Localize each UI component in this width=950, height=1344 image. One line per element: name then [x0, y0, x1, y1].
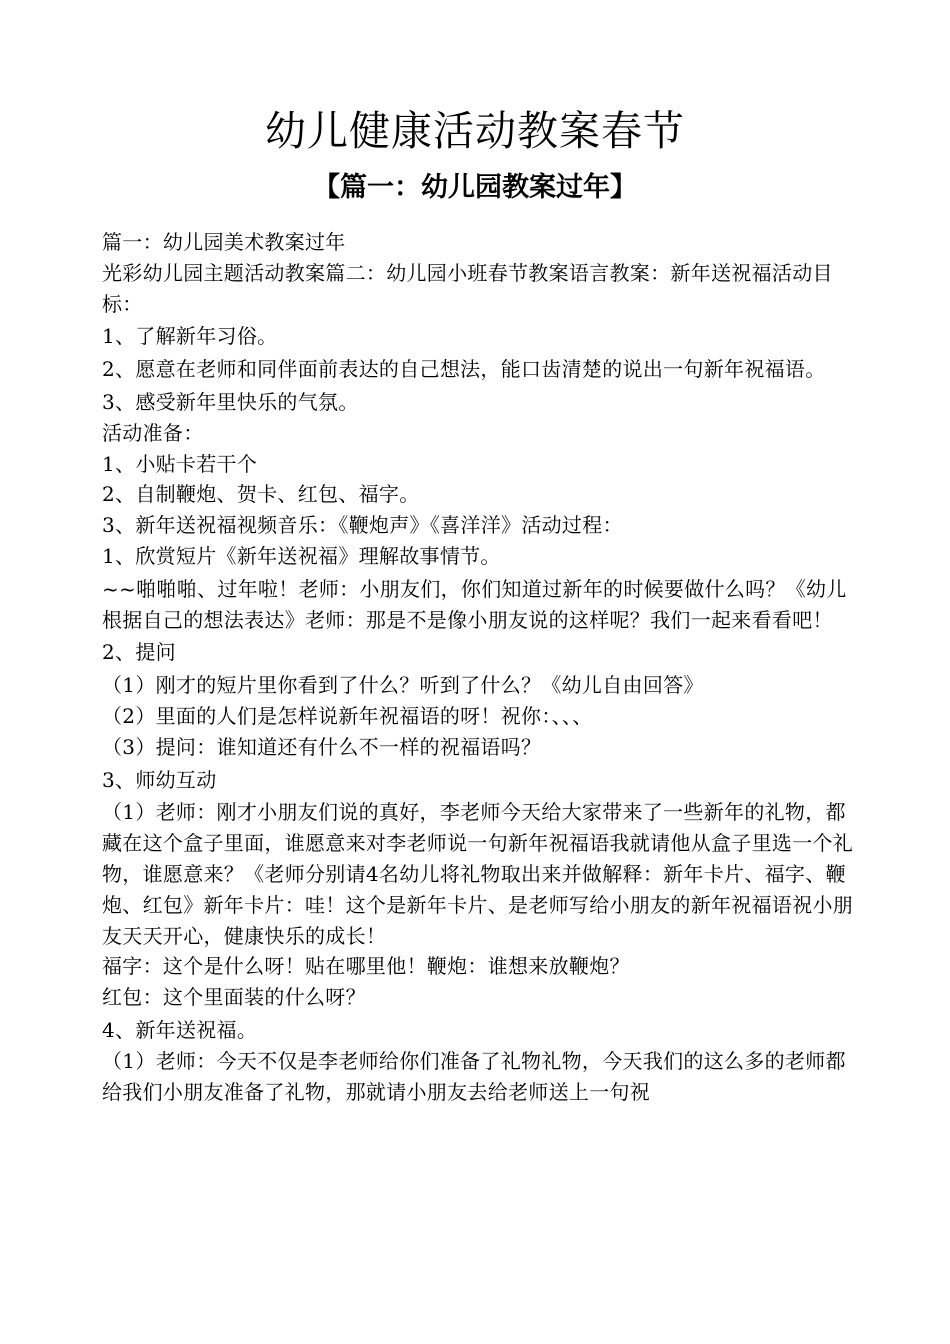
paragraph: ~~啪啪啪、过年啦！老师：小朋友们，你们知道过新年的时候要做什么吗？《幼儿根据自己的想法表达》老师：那是不是像小朋友说的这样呢？我们一起来看看吧！ — [102, 576, 847, 632]
paragraph: 4、新年送祝福。 — [102, 1017, 258, 1042]
paragraph: （1）老师：刚才小朋友们说的真好，李老师今天给大家带来了一些新年的礼物，都藏在这个盒子里面，谁愿意来对李老师说一句新年祝福语我就请他从盒子里选一个礼物，谁愿意来？《老师分别请4名幼儿将礼物取出来并做解释：新年卡片、福字、鞭炮、红包》新年卡片：哇！这个是新年卡片、是老师写给小朋友的新年祝福语祝小朋友天天开心，健康快乐的成长！ — [102, 800, 854, 948]
paragraph: 福字：这个是什么呀！贴在哪里他！鞭炮：谁想来放鞭炮？ — [102, 954, 630, 979]
paragraph: 3、感受新年里快乐的气氛。 — [102, 389, 359, 414]
document-subtitle: 【篇一：幼儿园教案过年】 — [313, 172, 637, 203]
paragraph: （1）老师：今天不仅是李老师给你们准备了礼物礼物，今天我们的这么多的老师都给我们小朋友准备了礼物，那就请小朋友去给老师送上一句祝 — [102, 1048, 846, 1104]
paragraph: （2）里面的人们是怎样说新年祝福语的呀！祝你：、、、 — [102, 703, 593, 728]
paragraph: 活动准备： — [102, 420, 204, 445]
document-title: 幼儿健康活动教案春节 — [265, 107, 685, 155]
paragraph: 篇一：幼儿园美术教案过年 — [102, 230, 346, 254]
paragraph: 2、愿意在老师和同伴面前表达的自己想法，能口齿清楚的说出一句新年祝福语。 — [102, 357, 826, 382]
paragraph: 1、欣赏短片《新年送祝福》理解故事情节。 — [102, 543, 501, 568]
paragraph: （1）刚才的短片里你看到了什么？听到了什么？《幼儿自由回答》 — [102, 673, 704, 698]
document-body — [102, 227, 854, 1107]
paragraph: 光彩幼儿园主题活动教案篇二：幼儿园小班春节教案语言教案：新年送祝福活动目标： — [102, 260, 833, 316]
paragraph: 3、新年送祝福视频音乐：《鞭炮声》《喜洋洋》活动过程： — [102, 513, 623, 538]
paragraph: 1、小贴卡若干个 — [102, 451, 258, 476]
paragraph: （3）提问：谁知道还有什么不一样的祝福语吗？ — [102, 734, 542, 759]
paragraph: 2、自制鞭炮、贺卡、红包、福字。 — [102, 482, 420, 507]
paragraph: 1、了解新年习俗。 — [102, 324, 278, 349]
paragraph: 3、师幼互动 — [102, 767, 217, 792]
paragraph: 2、提问 — [102, 640, 176, 665]
paragraph: 红包：这个里面装的什么呀？ — [102, 985, 366, 1010]
